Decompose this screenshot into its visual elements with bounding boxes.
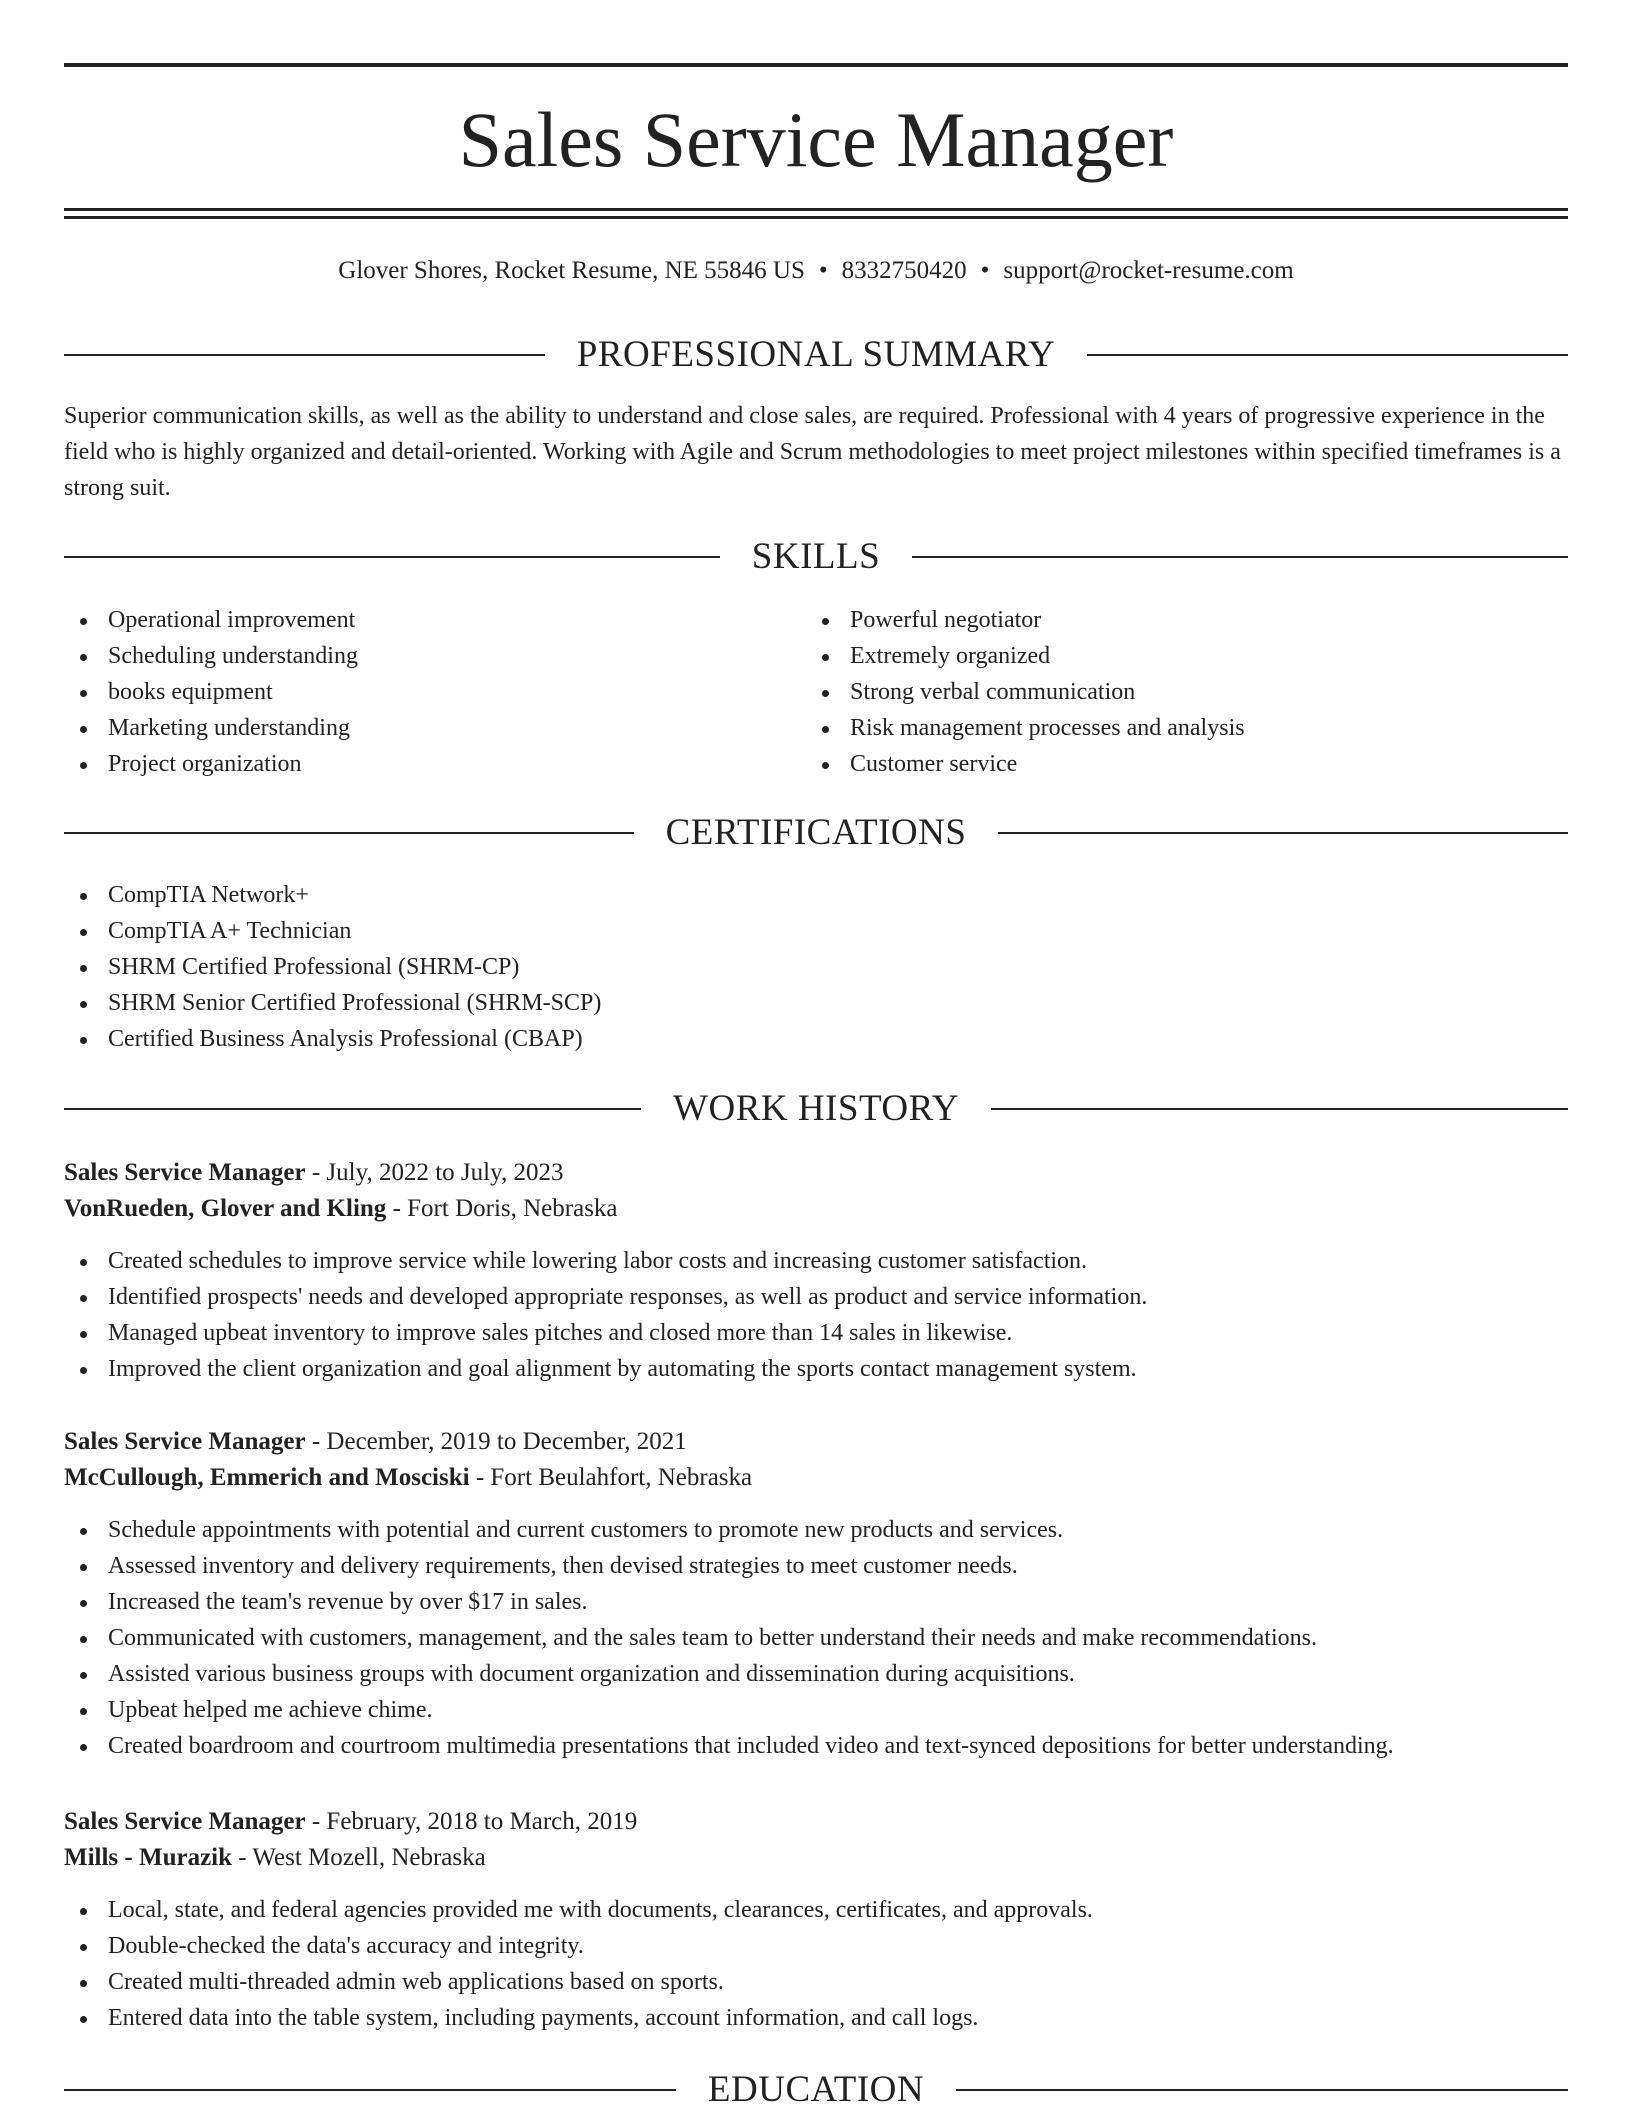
job-title: Sales Service Manager <box>64 1808 306 1835</box>
job-company-line <box>64 1191 1568 1227</box>
job-duty: Assessed inventory and delivery requirements, then devised strategies to meet customer needs. <box>64 1548 1568 1584</box>
section-header-skills <box>64 535 1568 579</box>
job-dates: - December, 2019 to December, 2021 <box>305 1428 687 1455</box>
job-company-line <box>64 1840 1568 1876</box>
job-duty: Increased the team's revenue by over $17 in sales. <box>64 1584 1568 1620</box>
summary-text: Superior communication skills, as well as the ability to understand and close sales, are required. Professional with 4 years of progressive experience in the field who is highly organized and detail-oriented. Working with Agile and Scrum methodologies to meet project milestones within specified timeframes is a strong suit. <box>64 403 1561 501</box>
section-title: PROFESSIONAL SUMMARY <box>576 334 1056 375</box>
resume-title: Sales Service Manager <box>458 96 1174 183</box>
skills-list-left <box>64 602 804 782</box>
skill-item: books equipment <box>64 674 804 710</box>
job-duty: Communicated with customers, management, and the sales team to better understand their needs and make recommendations. <box>64 1620 1568 1656</box>
section-rule <box>991 1108 1568 1110</box>
job-duties-list <box>64 1512 1568 1764</box>
job-title-line <box>64 1804 1568 1840</box>
contact-separator: • <box>980 257 990 284</box>
job-company-line <box>64 1460 1568 1496</box>
job-location: - Fort Beulahfort, Nebraska <box>469 1464 753 1491</box>
section-header-summary <box>64 333 1568 377</box>
title-rule-upper <box>64 208 1568 211</box>
skill-item: Project organization <box>64 746 804 782</box>
skill-item: Powerful negotiator <box>806 602 1546 638</box>
job-entry <box>64 1424 1568 1764</box>
job-title: Sales Service Manager <box>64 1159 306 1186</box>
certifications-list <box>64 877 1568 1057</box>
skills-list-right <box>806 602 1546 782</box>
contact-separator: • <box>818 257 828 284</box>
job-duties-list <box>64 1892 1568 2036</box>
section-rule <box>956 2089 1568 2091</box>
job-duty: Entered data into the table system, including payments, account information, and call logs. <box>64 2000 1568 2036</box>
section-title: EDUCATION <box>707 2069 925 2110</box>
section-rule <box>1087 354 1568 356</box>
certification-item: Certified Business Analysis Professional (CBAP) <box>64 1021 1568 1057</box>
section-rule <box>64 2089 676 2091</box>
skill-item: Extremely organized <box>806 638 1546 674</box>
section-rule <box>64 1108 641 1110</box>
job-location: - West Mozell, Nebraska <box>232 1844 486 1871</box>
section-title: WORK HISTORY <box>673 1088 959 1129</box>
job-dates: - February, 2018 to March, 2019 <box>305 1808 638 1835</box>
contact-phone: 8332750420 <box>841 257 967 284</box>
job-duty: Upbeat helped me achieve chime. <box>64 1692 1568 1728</box>
job-duty: Assisted various business groups with document organization and dissemination during acquisitions. <box>64 1656 1568 1692</box>
section-rule <box>998 832 1568 834</box>
job-company: McCullough, Emmerich and Mosciski <box>64 1464 470 1491</box>
job-title-line <box>64 1155 1568 1191</box>
top-rule <box>64 63 1568 67</box>
title-rule-lower <box>64 216 1568 219</box>
section-rule <box>64 354 545 356</box>
contact-line <box>64 254 1568 288</box>
certification-item: SHRM Certified Professional (SHRM-CP) <box>64 949 1568 985</box>
certification-item: CompTIA Network+ <box>64 877 1568 913</box>
job-duty: Identified prospects' needs and developed appropriate responses, as well as product and service information. <box>64 1279 1568 1315</box>
job-duty: Double-checked the data's accuracy and integrity. <box>64 1928 1568 1964</box>
job-duties-list <box>64 1243 1568 1387</box>
section-header-education <box>64 2068 1568 2112</box>
section-rule <box>64 556 720 558</box>
job-duty: Managed upbeat inventory to improve sales pitches and closed more than 14 sales in likewise. <box>64 1315 1568 1351</box>
section-title: SKILLS <box>751 536 881 577</box>
job-duty: Schedule appointments with potential and current customers to promote new products and services. <box>64 1512 1568 1548</box>
contact-address: Glover Shores, Rocket Resume, NE 55846 US <box>338 257 805 284</box>
certification-item: SHRM Senior Certified Professional (SHRM-SCP) <box>64 985 1568 1021</box>
job-duty: Created boardroom and courtroom multimedia presentations that included video and text-synced depositions for better understanding. <box>64 1728 1568 1764</box>
job-duty: Created schedules to improve service while lowering labor costs and increasing customer satisfaction. <box>64 1243 1568 1279</box>
skill-item: Strong verbal communication <box>806 674 1546 710</box>
job-entry <box>64 1155 1568 1387</box>
section-header-certifications <box>64 811 1568 855</box>
skill-item: Scheduling understanding <box>64 638 804 674</box>
job-location: - Fort Doris, Nebraska <box>386 1195 618 1222</box>
job-company: Mills - Murazik <box>64 1844 233 1871</box>
job-duty: Improved the client organization and goal alignment by automating the sports contact management system. <box>64 1351 1568 1387</box>
job-dates: - July, 2022 to July, 2023 <box>305 1159 564 1186</box>
section-title: CERTIFICATIONS <box>665 812 967 853</box>
certification-item: CompTIA A+ Technician <box>64 913 1568 949</box>
skill-item: Risk management processes and analysis <box>806 710 1546 746</box>
job-duty: Local, state, and federal agencies provided me with documents, clearances, certificates, and approvals. <box>64 1892 1568 1928</box>
job-entry <box>64 1804 1568 2036</box>
section-rule <box>912 556 1568 558</box>
job-company: VonRueden, Glover and Kling <box>64 1195 387 1222</box>
contact-email: support@rocket-resume.com <box>1003 257 1294 284</box>
job-title: Sales Service Manager <box>64 1428 306 1455</box>
skill-item: Customer service <box>806 746 1546 782</box>
section-header-work-history <box>64 1087 1568 1131</box>
skill-item: Operational improvement <box>64 602 804 638</box>
job-duty: Created multi-threaded admin web applications based on sports. <box>64 1964 1568 2000</box>
job-title-line <box>64 1424 1568 1460</box>
section-rule <box>64 832 634 834</box>
skill-item: Marketing understanding <box>64 710 804 746</box>
